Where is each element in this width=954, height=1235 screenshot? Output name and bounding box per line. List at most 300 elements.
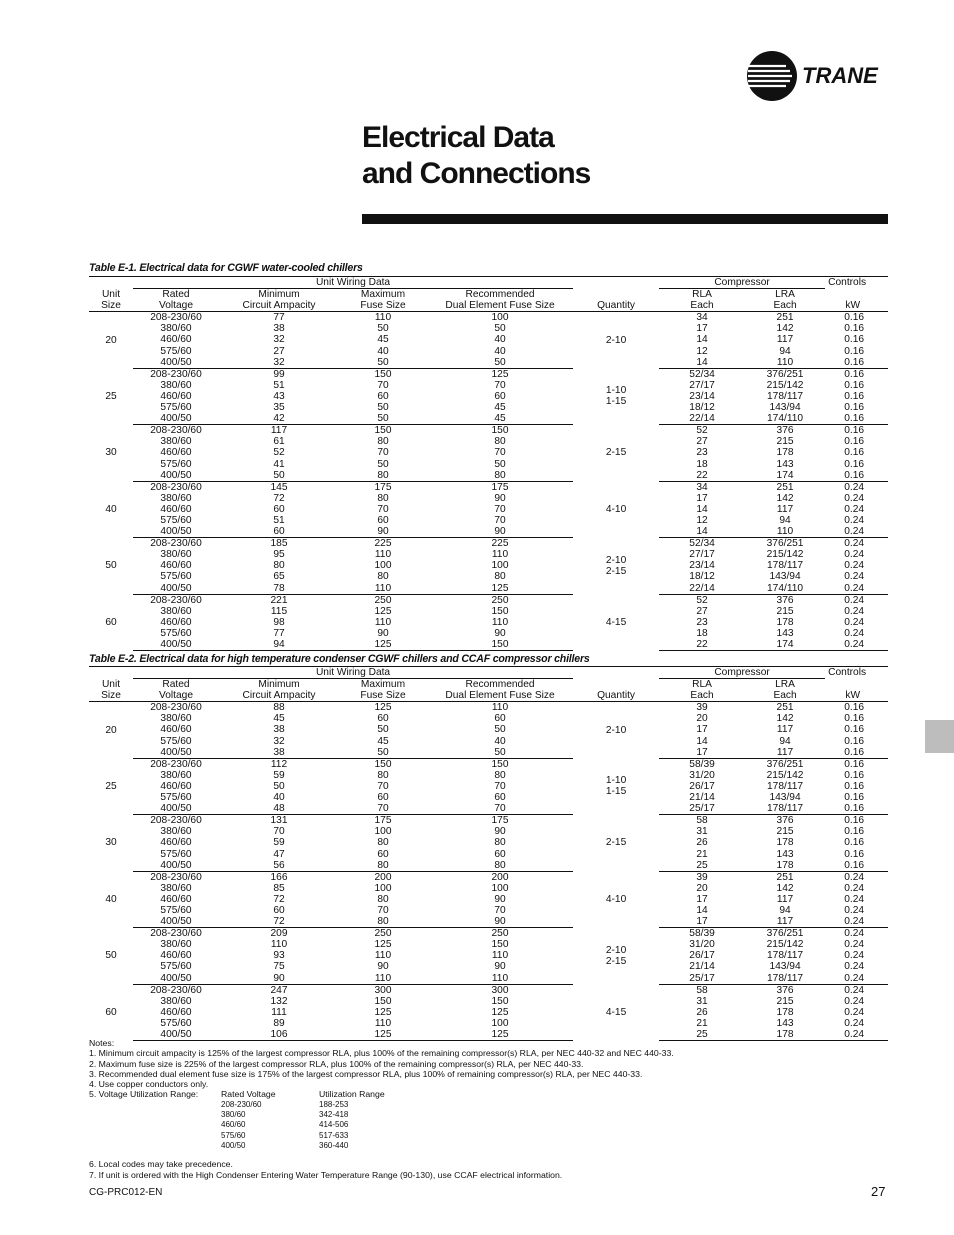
- rla-each: 52: [696, 594, 708, 606]
- unit-size: 20: [105, 724, 117, 736]
- rla-each: 58: [696, 984, 708, 996]
- rated-voltage: 208-230/60: [150, 481, 202, 493]
- compressor-quantity: [573, 928, 659, 984]
- rated-voltage: 380/60: [160, 549, 192, 561]
- recommended-fuse-size: 150: [491, 605, 509, 617]
- controls-kw: 0.24: [844, 871, 865, 883]
- rated-voltage: 208-230/60: [150, 425, 202, 437]
- recommended-fuse-size: 90: [494, 893, 506, 905]
- rla-each: 52: [696, 425, 708, 437]
- rla-each: 14: [696, 904, 708, 916]
- min-circuit-ampacity: 42: [219, 413, 339, 425]
- max-fuse-size: 125: [374, 702, 392, 714]
- recommended-fuse-size: 90: [494, 826, 506, 838]
- recommended-fuse-size: 80: [494, 571, 506, 583]
- max-fuse-size: 50: [377, 323, 389, 335]
- compressor-quantity: [573, 312, 659, 368]
- min-circuit-ampacity: 70: [273, 826, 285, 838]
- header-rated-2: Voltage: [133, 300, 219, 312]
- rla-each: 31: [696, 995, 708, 1007]
- max-fuse-size: 125: [374, 605, 392, 617]
- controls-kw: 0.16: [844, 312, 865, 324]
- max-fuse-size: 70: [377, 904, 389, 916]
- header-row-groups: [89, 667, 888, 679]
- table-row: [89, 996, 888, 1007]
- table-row: [89, 560, 888, 571]
- controls-kw: 0.24: [825, 973, 888, 985]
- min-circuit-ampacity: 48: [219, 803, 339, 815]
- lra-each: 178/117: [767, 780, 804, 792]
- header-rla-1: RLA: [692, 679, 712, 691]
- lra-each: 174/110: [745, 413, 825, 425]
- header-unit-2: Size: [89, 690, 133, 702]
- min-circuit-ampacity: 166: [270, 871, 288, 883]
- table-row: [89, 334, 888, 345]
- recommended-fuse-size: 80: [494, 837, 506, 849]
- rla-each: 14: [659, 357, 745, 369]
- max-fuse-size: 110: [374, 950, 392, 962]
- min-circuit-ampacity: 40: [273, 792, 285, 804]
- rla-each: 27/17: [689, 379, 715, 391]
- lra-each: 178: [776, 1006, 794, 1018]
- min-circuit-ampacity: 35: [273, 402, 285, 414]
- controls-kw: 0.16: [844, 402, 865, 414]
- controls-kw: 0.24: [844, 616, 865, 628]
- vur-spacer: [89, 1120, 221, 1130]
- lra-each: 117: [776, 334, 794, 346]
- table-row: [89, 939, 888, 950]
- rated-voltage: 575/60: [160, 514, 192, 526]
- rated-voltage: 460/60: [160, 447, 192, 459]
- min-circuit-ampacity: 132: [270, 995, 288, 1007]
- rated-voltage: 400/50: [133, 1029, 219, 1041]
- max-fuse-size: 45: [377, 735, 389, 747]
- rated-voltage: 208-230/60: [150, 758, 202, 770]
- lra-each: 215: [776, 605, 794, 617]
- header-rec-1: Recommended: [465, 289, 535, 301]
- controls-kw: 0.16: [844, 792, 865, 804]
- recommended-fuse-size: 50: [494, 724, 506, 736]
- lra-each: 376/251: [766, 758, 804, 770]
- min-circuit-ampacity: 32: [219, 357, 339, 369]
- rated-voltage: 380/60: [160, 713, 192, 725]
- rated-voltage: 460/60: [160, 503, 192, 515]
- section-tab: [925, 720, 954, 753]
- rla-each: 25/17: [659, 803, 745, 815]
- controls-kw: 0.24: [825, 1029, 888, 1041]
- recommended-fuse-size: 60: [494, 792, 506, 804]
- controls-kw: 0.16: [825, 860, 888, 872]
- min-circuit-ampacity: 72: [273, 492, 285, 504]
- recommended-fuse-size: 125: [491, 368, 509, 380]
- max-fuse-size: 60: [377, 713, 389, 725]
- table-row: [89, 849, 888, 860]
- header-unit-1: Unit: [101, 678, 121, 690]
- rated-voltage: 460/60: [160, 560, 192, 572]
- min-circuit-ampacity: 60: [219, 526, 339, 538]
- rated-voltage: 380/60: [160, 492, 192, 504]
- rated-voltage: 400/50: [133, 470, 219, 482]
- controls-kw: 0.16: [825, 803, 888, 815]
- note-2: 2. Maximum fuse size is 225% of the largest compressor RLA, plus 100% of the remaining compressor(s) RLA, per NEC 440-33.: [89, 1058, 584, 1069]
- rated-voltage: 380/60: [160, 882, 192, 894]
- lra-each: 143: [776, 458, 794, 470]
- quantity-value: 2-15: [605, 447, 627, 459]
- table-row: [89, 961, 888, 972]
- table-row: [89, 515, 888, 526]
- max-fuse-size: 300: [374, 984, 392, 996]
- controls-kw: 0.24: [844, 514, 865, 526]
- lra-each: 178/117: [745, 973, 825, 985]
- table-row: [89, 724, 888, 735]
- table-row: [89, 594, 888, 606]
- lra-each: 215/142: [766, 939, 804, 951]
- quantity-value: 4-15: [605, 1006, 627, 1018]
- rla-each: 26/17: [689, 780, 715, 792]
- min-circuit-ampacity: 41: [273, 458, 285, 470]
- header-row-units: [89, 300, 888, 312]
- rla-each: 39: [696, 702, 708, 714]
- table-row: [89, 436, 888, 447]
- rla-each: 14: [659, 526, 745, 538]
- vur-utilization-range: 360-440: [319, 1140, 349, 1150]
- rla-each: 52/34: [689, 538, 715, 550]
- rated-voltage: 400/50: [133, 526, 219, 538]
- notes-heading: Notes:: [89, 1038, 115, 1048]
- page-number: 27: [871, 1184, 886, 1199]
- rla-each: 17: [696, 893, 708, 905]
- min-circuit-ampacity: 38: [219, 747, 339, 759]
- min-circuit-ampacity: 52: [273, 447, 285, 459]
- rla-each: 31/20: [689, 939, 715, 951]
- unit-size: 50: [105, 560, 117, 572]
- note-3: 3. Recommended dual element fuse size is 175% of the largest compressor RLA, plus 100% of remaining compressor(s) RLA, per NEC 440-33.: [89, 1068, 643, 1079]
- rla-each: 14: [696, 735, 708, 747]
- rla-each: 20: [696, 882, 708, 894]
- note-4: 4. Use copper conductors only.: [89, 1079, 209, 1090]
- lra-each: 178/117: [767, 950, 804, 962]
- min-circuit-ampacity: 90: [219, 973, 339, 985]
- min-circuit-ampacity: 247: [270, 984, 288, 996]
- header-rec-2: Dual Element Fuse Size: [427, 300, 573, 312]
- rated-voltage: 460/60: [160, 1006, 192, 1018]
- min-circuit-ampacity: 32: [273, 334, 285, 346]
- header-mca-1: Minimum: [258, 679, 300, 691]
- header-controls: Controls: [825, 667, 888, 679]
- note-6: 6. Local codes may take precedence.: [89, 1159, 233, 1170]
- rla-each: 12: [696, 345, 708, 357]
- rated-voltage: 460/60: [160, 616, 192, 628]
- table-row: [89, 883, 888, 894]
- min-circuit-ampacity: 72: [219, 916, 339, 928]
- rla-each: 27: [696, 605, 708, 617]
- unit-size: 50: [105, 950, 117, 962]
- controls-kw: 0.24: [844, 560, 865, 572]
- max-fuse-size: 250: [374, 928, 392, 940]
- header-lra-2: Each: [745, 690, 825, 702]
- rla-each: 26: [696, 837, 708, 849]
- controls-kw: 0.24: [825, 639, 888, 651]
- controls-kw: 0.16: [844, 368, 865, 380]
- vur-rated-voltage: 460/60: [221, 1120, 246, 1130]
- recommended-fuse-size: 50: [427, 357, 573, 369]
- table-row: [89, 758, 888, 770]
- rla-each: 58: [696, 815, 708, 827]
- compressor-quantity: [573, 702, 659, 758]
- controls-kw: 0.24: [825, 526, 888, 538]
- table-row: [89, 312, 888, 324]
- recommended-fuse-size: 150: [491, 758, 509, 770]
- header-mfs-2: Fuse Size: [339, 690, 427, 702]
- rla-each: 25: [659, 1029, 745, 1041]
- notes: [89, 1038, 889, 1180]
- compressor-quantity: [573, 984, 659, 1040]
- lra-each: 178: [776, 616, 794, 628]
- lra-each: 94: [779, 735, 791, 747]
- recommended-fuse-size: 175: [491, 481, 509, 493]
- rla-each: 18/12: [689, 571, 715, 583]
- vur-utilization-range: 414-506: [319, 1120, 349, 1130]
- rated-voltage: 400/50: [133, 413, 219, 425]
- header-lra-1: LRA: [775, 679, 795, 691]
- recommended-fuse-size: 70: [494, 780, 506, 792]
- unit-size: 25: [105, 780, 117, 792]
- recommended-fuse-size: 150: [491, 939, 509, 951]
- lra-each: 178: [776, 447, 794, 459]
- lra-each: 143/94: [769, 402, 801, 414]
- min-circuit-ampacity: 60: [273, 503, 285, 515]
- table-row: [89, 526, 888, 538]
- header-row-units: [89, 690, 888, 702]
- controls-kw: 0.16: [844, 713, 865, 725]
- unit-size: 30: [105, 837, 117, 849]
- vur-utilization-range: 517-633: [319, 1130, 349, 1140]
- min-circuit-ampacity: 59: [273, 837, 285, 849]
- min-circuit-ampacity: 98: [273, 616, 285, 628]
- rated-voltage: 400/50: [133, 583, 219, 595]
- lra-each: 143/94: [769, 792, 801, 804]
- header-row-names: [89, 679, 888, 691]
- lra-each: 376: [776, 425, 794, 437]
- lra-each: 178/117: [767, 390, 804, 402]
- lra-each: 178: [776, 837, 794, 849]
- rated-voltage: 575/60: [160, 1017, 192, 1029]
- recommended-fuse-size: 90: [494, 492, 506, 504]
- min-circuit-ampacity: 59: [273, 769, 285, 781]
- min-circuit-ampacity: 61: [273, 436, 285, 448]
- min-circuit-ampacity: 95: [273, 549, 285, 561]
- table-row: [89, 583, 888, 595]
- recommended-fuse-size: 250: [491, 594, 509, 606]
- lra-each: 178/117: [745, 803, 825, 815]
- max-fuse-size: 200: [374, 871, 392, 883]
- controls-kw: 0.24: [844, 605, 865, 617]
- recommended-fuse-size: 200: [491, 871, 509, 883]
- recommended-fuse-size: 45: [494, 402, 506, 414]
- min-circuit-ampacity: 110: [270, 939, 288, 951]
- header-blank: [89, 667, 133, 679]
- table-row: [89, 391, 888, 402]
- lra-each: 376: [776, 594, 794, 606]
- rla-each: 27: [696, 436, 708, 448]
- rated-voltage: 400/50: [133, 803, 219, 815]
- note-5-col-range: Utilization Range: [319, 1089, 385, 1100]
- vur-utilization-range: 342-418: [319, 1110, 349, 1120]
- rated-voltage: 380/60: [160, 323, 192, 335]
- rla-each: 58/39: [689, 928, 715, 940]
- lra-each: 215: [776, 436, 794, 448]
- rated-voltage: 575/60: [160, 345, 192, 357]
- max-fuse-size: 100: [374, 882, 392, 894]
- lra-each: 143/94: [769, 961, 801, 973]
- controls-kw: 0.16: [844, 769, 865, 781]
- table-row: [89, 380, 888, 391]
- lra-each: 142: [776, 323, 794, 335]
- max-fuse-size: 100: [374, 826, 392, 838]
- table-row: [89, 538, 888, 550]
- header-compressor: Compressor: [659, 277, 825, 289]
- compressor-quantity: [573, 481, 659, 537]
- rla-each: 31: [696, 826, 708, 838]
- min-circuit-ampacity: 112: [270, 758, 288, 770]
- header-lra-1: LRA: [775, 289, 795, 301]
- min-circuit-ampacity: 77: [273, 312, 285, 324]
- recommended-fuse-size: 150: [491, 995, 509, 1007]
- rated-voltage: 460/60: [160, 950, 192, 962]
- table-row: [89, 973, 888, 985]
- rla-each: 17: [696, 323, 708, 335]
- rated-voltage: 575/60: [160, 792, 192, 804]
- recommended-fuse-size: 70: [494, 514, 506, 526]
- lra-each: 174: [745, 639, 825, 651]
- max-fuse-size: 125: [339, 639, 427, 651]
- max-fuse-size: 90: [339, 526, 427, 538]
- recommended-fuse-size: 80: [494, 769, 506, 781]
- rla-each: 21/14: [689, 961, 715, 973]
- note-7: 7. If unit is ordered with the High Condenser Entering Water Temperature Range (90-130), use CCAF electrical information.: [89, 1169, 563, 1180]
- recommended-fuse-size: 90: [427, 916, 573, 928]
- lra-each: 376/251: [766, 368, 804, 380]
- recommended-fuse-size: 100: [491, 560, 509, 572]
- max-fuse-size: 60: [377, 792, 389, 804]
- controls-kw: 0.16: [844, 702, 865, 714]
- header-rated-1: Rated: [162, 289, 190, 301]
- table-row: [89, 736, 888, 747]
- min-circuit-ampacity: 50: [219, 470, 339, 482]
- vur-rated-voltage: 575/60: [221, 1130, 246, 1140]
- max-fuse-size: 125: [339, 1029, 427, 1041]
- controls-kw: 0.24: [844, 492, 865, 504]
- controls-kw: 0.24: [844, 995, 865, 1007]
- min-circuit-ampacity: 106: [219, 1029, 339, 1041]
- compressor-quantity: [573, 368, 659, 424]
- table-row: [89, 905, 888, 916]
- controls-kw: 0.24: [844, 594, 865, 606]
- lra-each: 376/251: [766, 928, 804, 940]
- rated-voltage: 380/60: [160, 939, 192, 951]
- recommended-fuse-size: 80: [494, 436, 506, 448]
- controls-kw: 0.16: [844, 848, 865, 860]
- lra-each: 143: [776, 627, 794, 639]
- min-circuit-ampacity: 60: [273, 904, 285, 916]
- max-fuse-size: 80: [339, 916, 427, 928]
- lra-each: 174: [745, 470, 825, 482]
- min-circuit-ampacity: 89: [273, 1017, 285, 1029]
- lra-each: 117: [745, 747, 825, 759]
- recommended-fuse-size: 40: [494, 735, 506, 747]
- max-fuse-size: 80: [377, 571, 389, 583]
- table-row: [89, 871, 888, 883]
- controls-kw: 0.24: [844, 939, 865, 951]
- min-circuit-ampacity: 111: [271, 1006, 287, 1018]
- table-row: [89, 781, 888, 792]
- rated-voltage: 380/60: [160, 436, 192, 448]
- min-circuit-ampacity: 185: [270, 538, 288, 550]
- header-mfs-1: Maximum: [360, 289, 406, 301]
- quantity-value: 4-10: [605, 893, 627, 905]
- vur-rated-voltage: 380/60: [221, 1110, 246, 1120]
- rated-voltage: 575/60: [160, 458, 192, 470]
- unit-size: 25: [105, 390, 117, 402]
- rated-voltage: 400/50: [133, 973, 219, 985]
- rated-voltage: 400/50: [133, 860, 219, 872]
- recommended-fuse-size: 250: [491, 928, 509, 940]
- recommended-fuse-size: 70: [494, 904, 506, 916]
- max-fuse-size: 150: [374, 995, 392, 1007]
- controls-kw: 0.24: [844, 481, 865, 493]
- lra-each: 215: [776, 995, 794, 1007]
- max-fuse-size: 50: [339, 747, 427, 759]
- quantity-value: 2-15: [605, 955, 627, 967]
- recommended-fuse-size: 90: [427, 526, 573, 538]
- compressor-quantity: [573, 425, 659, 481]
- controls-kw: 0.24: [844, 1017, 865, 1029]
- controls-kw: 0.24: [844, 503, 865, 515]
- max-fuse-size: 110: [374, 312, 392, 324]
- header-mfs-2: Fuse Size: [339, 300, 427, 312]
- rated-voltage: 400/50: [133, 357, 219, 369]
- controls-kw: 0.24: [844, 1006, 865, 1018]
- controls-kw: 0.16: [844, 758, 865, 770]
- table-row: [89, 928, 888, 940]
- header-mca-2: Circuit Ampacity: [219, 690, 339, 702]
- max-fuse-size: 60: [377, 848, 389, 860]
- rla-each: 17: [659, 916, 745, 928]
- rla-each: 58/39: [689, 758, 715, 770]
- table-row: [89, 549, 888, 560]
- rated-voltage: 208-230/60: [150, 594, 202, 606]
- rla-each: 23/14: [689, 390, 715, 402]
- header-rec-2: Dual Element Fuse Size: [427, 690, 573, 702]
- vur-utilization-range: 188-253: [319, 1099, 349, 1109]
- header-mfs-1: Maximum: [360, 679, 406, 691]
- rated-voltage: 208-230/60: [150, 702, 202, 714]
- note-1: 1. Minimum circuit ampacity is 125% of the largest compressor RLA, plus 100% of the remaining compressor(s) RLA, per NEC 440-32 and NEC 440-33.: [89, 1048, 674, 1059]
- controls-kw: 0.16: [844, 724, 865, 736]
- rla-each: 18: [696, 627, 708, 639]
- table-row: [89, 639, 888, 651]
- controls-kw: 0.16: [844, 780, 865, 792]
- lra-each: 143/94: [769, 571, 801, 583]
- header-rla-2: Each: [659, 300, 745, 312]
- table-row: [89, 894, 888, 905]
- rated-voltage: 575/60: [160, 848, 192, 860]
- header-blank: [825, 289, 888, 301]
- unit-size: 20: [105, 334, 117, 346]
- rla-each: 18: [696, 458, 708, 470]
- rla-each: 21: [696, 1017, 708, 1029]
- controls-kw: 0.24: [825, 583, 888, 595]
